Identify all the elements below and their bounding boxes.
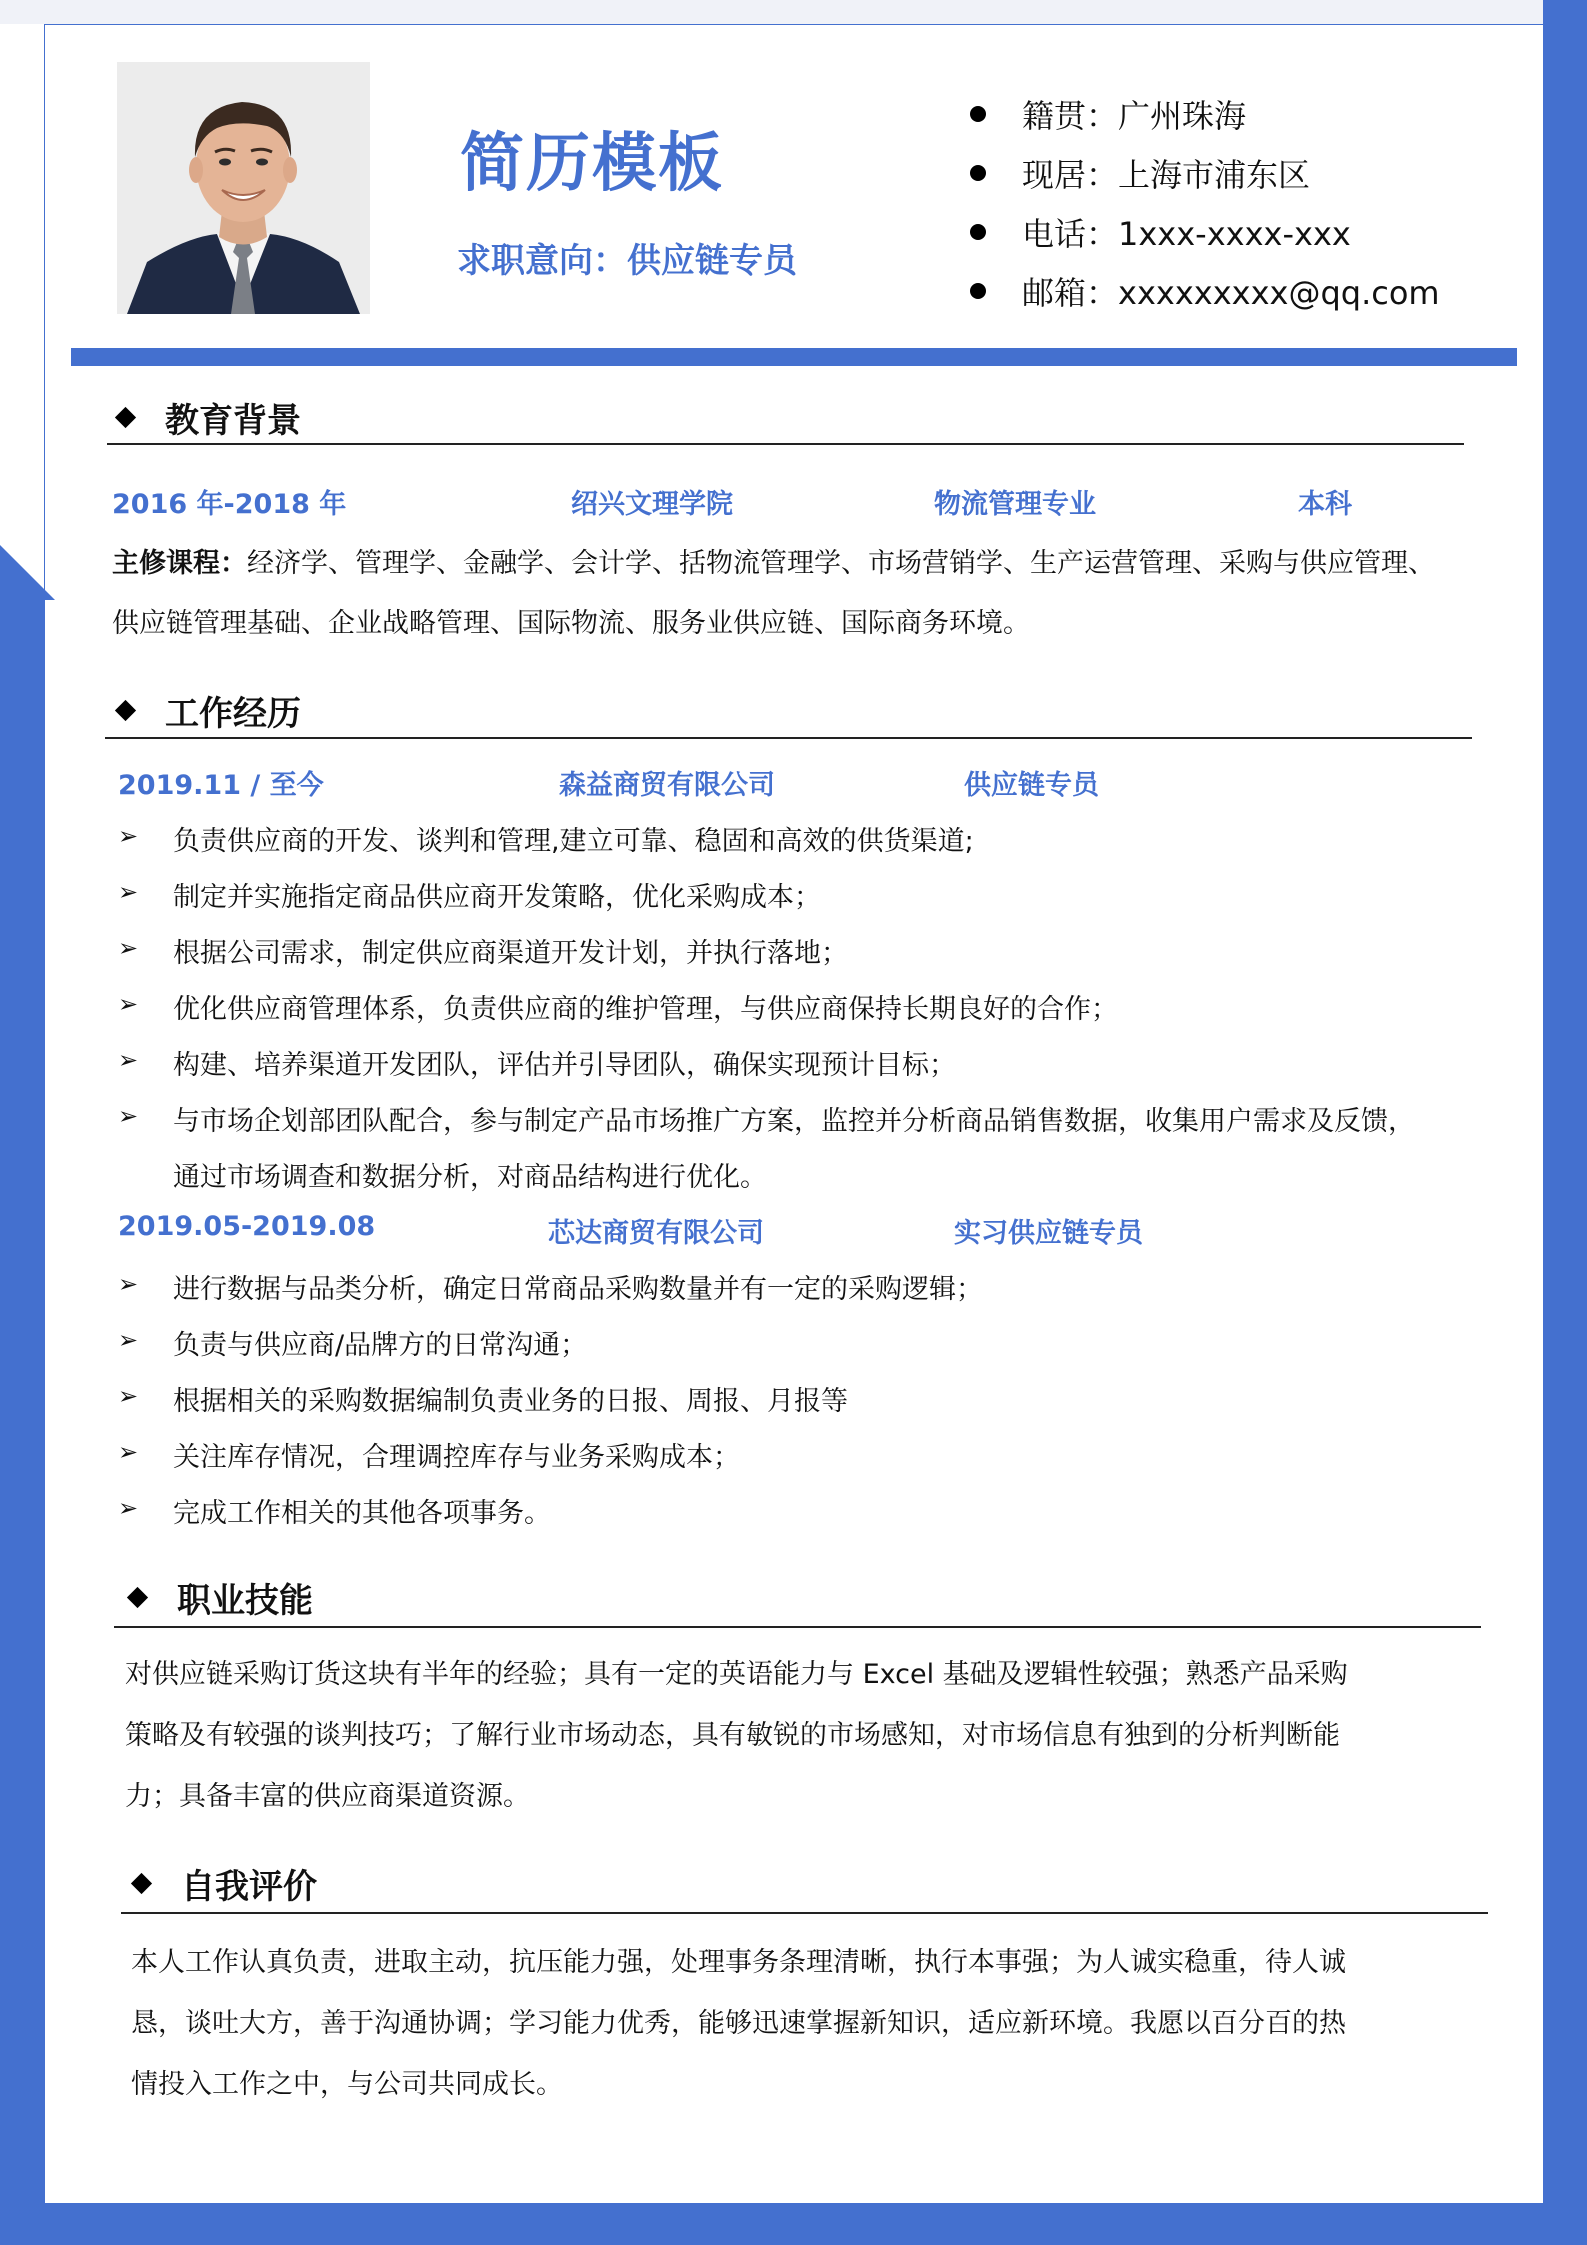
edu-courses-label: 主修课程： [112,548,247,579]
contact-phone-text: 电话：1xxx-xxxx-xxx [1022,214,1351,253]
section-skills-title: 职业技能 [177,1581,313,1621]
self-eval-line-2: 恳，谈吐大方，善于沟通协调；学习能力优秀，能够迅速掌握新知识，适应新环境。我愿以百分百的热 [131,2008,1346,2039]
arrowhead-bullet-icon: ➢ [118,1382,139,1410]
section-skills-rule [114,1626,1481,1628]
arrowhead-bullet-icon: ➢ [118,822,139,850]
job1-item-1: 负责供应商的开发、谈判和管理,建立可靠、稳固和高效的供货渠道; [173,826,974,857]
job-intent: 求职意向：供应链专员 [457,241,797,281]
header-divider [71,348,1517,366]
decor-left-bar [0,600,44,2245]
job1-item-2: 制定并实施指定商品供应商开发策略，优化采购成本； [173,882,821,913]
self-eval-line-3: 情投入工作之中，与公司共同成长。 [131,2069,563,2100]
section-education-heading [112,393,301,442]
dot-icon [970,224,986,240]
section-skills-heading [124,1573,313,1622]
job1-role: 供应链专员 [964,770,1099,801]
diamond-icon [115,700,136,721]
decor-corner-bottom-right [1543,2153,1587,2203]
section-work-title: 工作经历 [165,694,301,734]
section-work-rule [105,737,1472,739]
edu-courses-line-2: 供应链管理基础、企业战略管理、国际物流、服务业供应链、国际商务环境。 [112,608,1030,639]
decor-right-bar [1543,0,1587,2203]
contact-email [970,261,1440,320]
job1-item-3: 根据公司需求，制定供应商渠道开发计划，并执行落地； [173,938,848,969]
diamond-icon [127,1587,148,1608]
contact-email-text: 邮箱：xxxxxxxxx@qq.com [1022,273,1440,312]
arrowhead-bullet-icon: ➢ [118,1438,139,1466]
section-self-eval-title: 自我评价 [181,1867,317,1907]
job2-company: 芯达商贸有限公司 [548,1218,764,1249]
contact-residence-text: 现居：上海市浦东区 [1022,155,1311,194]
job2-item-4: 关注库存情况，合理调控库存与业务采购成本； [173,1442,740,1473]
job2-item-5: 完成工作相关的其他各项事务。 [173,1498,551,1529]
self-eval-line-1: 本人工作认真负责，进取主动，抗压能力强，处理事务条理清晰，执行本事强；为人诚实稳重，待人诚 [131,1947,1346,1978]
arrowhead-bullet-icon: ➢ [118,1494,139,1522]
job1-company: 森益商贸有限公司 [559,770,775,801]
job2-period: 2019.05-2019.08 [118,1211,376,1242]
section-work-heading [112,686,301,735]
edu-degree: 本科 [1298,489,1352,520]
resume-title: 简历模板 [460,127,724,201]
edu-school: 绍兴文理学院 [571,489,733,520]
arrowhead-bullet-icon: ➢ [118,1270,139,1298]
job2-item-1: 进行数据与品类分析，确定日常商品采购数量并有一定的采购逻辑； [173,1274,983,1305]
contact-list [970,84,1440,320]
edu-courses-text-1: 经济学、管理学、金融学、会计学、括物流管理学、市场营销学、生产运营管理、采购与供应管理、 [247,548,1435,579]
diamond-icon [131,1873,152,1894]
top-band [0,0,1587,24]
arrowhead-bullet-icon: ➢ [118,1102,139,1130]
job1-period: 2019.11 / 至今 [118,770,324,801]
arrowhead-bullet-icon: ➢ [118,990,139,1018]
edu-major: 物流管理专业 [934,489,1096,520]
portrait-illustration [117,62,370,314]
decor-corner-top-left [0,545,55,600]
decor-bottom-bar [0,2203,1587,2245]
arrowhead-bullet-icon: ➢ [118,878,139,906]
contact-residence [970,143,1440,202]
skills-line-1: 对供应链采购订货这块有半年的经验；具有一定的英语能力与 Excel 基础及逻辑性较强；熟悉产品采购 [125,1659,1348,1690]
job1-item-6-continuation: 通过市场调查和数据分析，对商品结构进行优化。 [173,1162,767,1193]
contact-hometown [970,84,1440,143]
dot-icon [970,165,986,181]
skills-line-2: 策略及有较强的谈判技巧；了解行业市场动态，具有敏锐的市场感知，对市场信息有独到的分析判断能 [125,1720,1340,1751]
arrowhead-bullet-icon: ➢ [118,1326,139,1354]
arrowhead-bullet-icon: ➢ [118,1046,139,1074]
job1-item-4: 优化供应商管理体系，负责供应商的维护管理，与供应商保持长期良好的合作； [173,994,1118,1025]
job2-item-3: 根据相关的采购数据编制负责业务的日报、周报、月报等 [173,1386,848,1417]
edu-courses-line-1 [112,541,1435,580]
job2-role: 实习供应链专员 [954,1218,1143,1249]
job1-item-5: 构建、培养渠道开发团队，评估并引导团队，确保实现预计目标； [173,1050,956,1081]
section-self-eval-heading [128,1859,317,1908]
dot-icon [970,283,986,299]
contact-hometown-text: 籍贯：广州珠海 [1022,96,1247,135]
job1-item-6: 与市场企划部团队配合，参与制定产品市场推广方案，监控并分析商品销售数据，收集用户需求及反馈， [173,1106,1415,1137]
dot-icon [970,106,986,122]
arrowhead-bullet-icon: ➢ [118,934,139,962]
skills-line-3: 力；具备丰富的供应商渠道资源。 [125,1781,530,1812]
edu-period: 2016 年-2018 年 [112,489,347,520]
section-education-title: 教育背景 [165,401,301,441]
profile-photo [117,62,370,314]
section-education-rule [107,443,1464,445]
contact-phone [970,202,1440,261]
section-self-eval-rule [121,1912,1488,1914]
job2-item-2: 负责与供应商/品牌方的日常沟通； [173,1330,588,1361]
diamond-icon [115,407,136,428]
